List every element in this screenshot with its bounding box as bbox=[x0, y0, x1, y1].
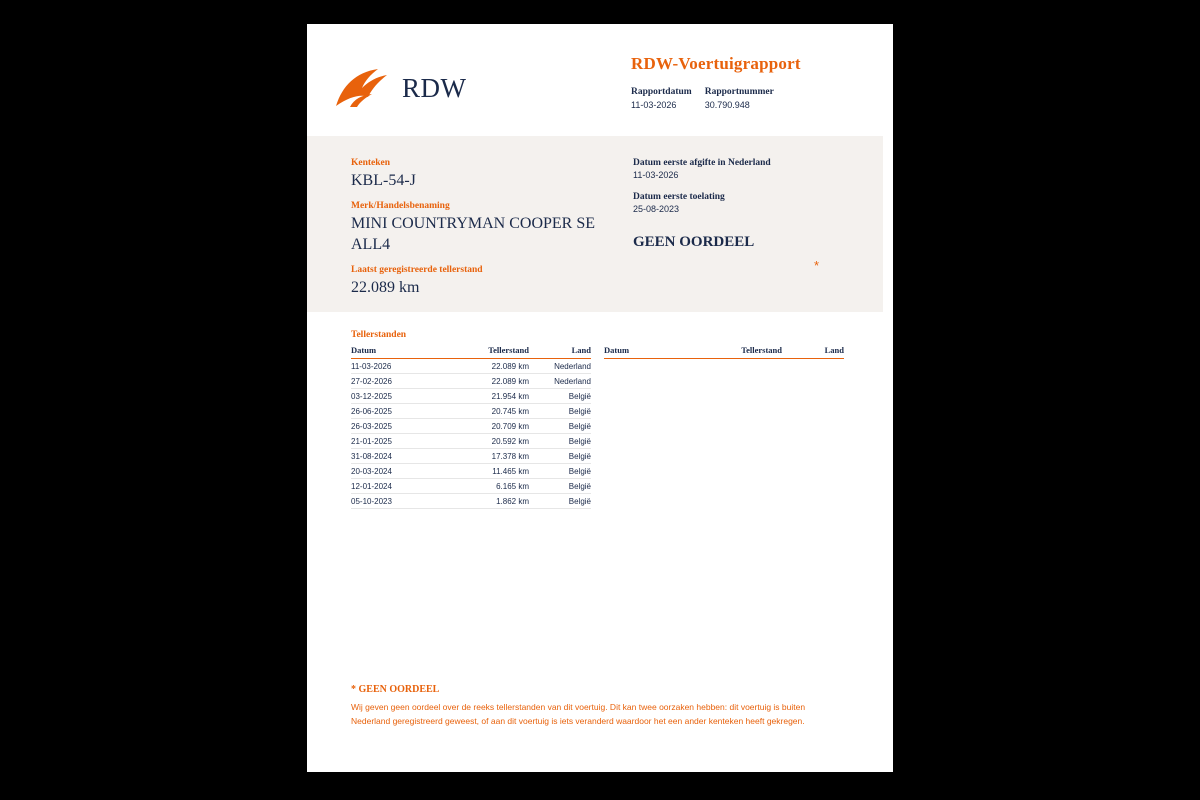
table-header-row bbox=[604, 345, 844, 359]
tellerstand-value: 22.089 km bbox=[351, 279, 420, 297]
table-row bbox=[351, 494, 591, 509]
odometer-table-right-body bbox=[604, 359, 844, 509]
cell-land: België bbox=[529, 434, 591, 449]
cell-datum: 20-03-2024 bbox=[351, 464, 429, 479]
vehicle-summary-band bbox=[307, 136, 883, 312]
cell-land: België bbox=[529, 404, 591, 419]
cell-land: België bbox=[529, 449, 591, 464]
odometer-table-right bbox=[604, 345, 844, 509]
cell-tellerstand: 17.378 km bbox=[429, 449, 529, 464]
table-row bbox=[351, 434, 591, 449]
verdict-text: GEEN OORDEEL bbox=[633, 234, 755, 250]
cell-tellerstand: 6.165 km bbox=[429, 479, 529, 494]
report-meta bbox=[631, 86, 774, 113]
table-row bbox=[351, 479, 591, 494]
cell-tellerstand: 20.745 km bbox=[429, 404, 529, 419]
cell-datum: 31-08-2024 bbox=[351, 449, 429, 464]
cell-datum: 21-01-2025 bbox=[351, 434, 429, 449]
eerste-afgifte-value: 11-03-2026 bbox=[633, 170, 679, 180]
report-number-label: Rapportnummer bbox=[704, 87, 774, 97]
footnote-title: * GEEN OORDEEL bbox=[351, 684, 440, 695]
column-header-datum: Datum bbox=[604, 345, 682, 359]
verdict-footnote-marker: * bbox=[814, 258, 820, 273]
eerste-afgifte-label: Datum eerste afgifte in Nederland bbox=[633, 158, 771, 168]
table-row bbox=[351, 419, 591, 434]
column-header-land: Land bbox=[782, 345, 844, 359]
cell-tellerstand: 22.089 km bbox=[429, 359, 529, 374]
merk-value: MINI COUNTRYMAN COOPER SE ALL4 bbox=[351, 215, 596, 254]
table-columns-wrapper bbox=[351, 345, 851, 509]
table-row bbox=[351, 359, 591, 374]
cell-datum: 11-03-2026 bbox=[351, 359, 429, 374]
rdw-logo-text: RDW bbox=[402, 72, 467, 103]
document-header bbox=[307, 24, 893, 136]
odometer-readings-section bbox=[351, 330, 851, 509]
cell-land: België bbox=[529, 479, 591, 494]
column-header-datum: Datum bbox=[351, 345, 429, 359]
cell-datum: 05-10-2023 bbox=[351, 494, 429, 509]
cell-tellerstand: 11.465 km bbox=[429, 464, 529, 479]
summary-right-column bbox=[633, 158, 833, 273]
eerste-toelating-label: Datum eerste toelating bbox=[633, 192, 725, 202]
report-title: RDW-Voertuigrapport bbox=[631, 54, 801, 73]
cell-land: Nederland bbox=[529, 359, 591, 374]
cell-tellerstand: 21.954 km bbox=[429, 389, 529, 404]
column-header-tellerstand: Tellerstand bbox=[682, 345, 782, 359]
table-header-row bbox=[351, 345, 591, 359]
cell-datum: 03-12-2025 bbox=[351, 389, 429, 404]
report-date-block bbox=[631, 86, 692, 113]
cell-datum: 12-01-2024 bbox=[351, 479, 429, 494]
cell-land: België bbox=[529, 389, 591, 404]
report-number-block bbox=[705, 86, 774, 113]
cell-tellerstand: 22.089 km bbox=[429, 374, 529, 389]
document-page bbox=[307, 24, 893, 772]
column-header-tellerstand: Tellerstand bbox=[429, 345, 529, 359]
eerste-toelating-value: 25-08-2023 bbox=[633, 204, 680, 214]
cell-datum: 27-02-2026 bbox=[351, 374, 429, 389]
tellerstand-label: Laatst geregistreerde tellerstand bbox=[351, 265, 483, 276]
cell-tellerstand: 20.592 km bbox=[429, 434, 529, 449]
rdw-logo bbox=[332, 66, 467, 110]
kenteken-label: Kenteken bbox=[351, 158, 391, 168]
report-date-value: 11-03-2026 bbox=[631, 100, 677, 111]
summary-left-column bbox=[351, 158, 611, 308]
rdw-flame-logo-icon bbox=[332, 66, 394, 110]
cell-land: België bbox=[529, 464, 591, 479]
footnote-block bbox=[351, 684, 821, 728]
table-row bbox=[351, 464, 591, 479]
table-title: Tellerstanden bbox=[351, 330, 407, 340]
column-header-land: Land bbox=[529, 345, 591, 359]
report-date-label: Rapportdatum bbox=[631, 87, 692, 97]
cell-datum: 26-06-2025 bbox=[351, 404, 429, 419]
table-row bbox=[351, 449, 591, 464]
cell-land: Nederland bbox=[529, 374, 591, 389]
cell-land: België bbox=[529, 494, 591, 509]
merk-label: Merk/Handelsbenaming bbox=[351, 201, 450, 212]
cell-datum: 26-03-2025 bbox=[351, 419, 429, 434]
footnote-body: Wij geven geen oordeel over de reeks tellerstanden van dit voertuig. Dit kan twee oorzaken hebben: dit voertuig is buiten Nederland geregistreerd geweest, of aan dit voertuig is iets veranderd waardoor het een ander kenteken heeft gekregen. bbox=[351, 702, 806, 727]
cell-tellerstand: 20.709 km bbox=[429, 419, 529, 434]
table-row bbox=[351, 404, 591, 419]
kenteken-value: KBL-54-J bbox=[351, 172, 416, 189]
odometer-table-left bbox=[351, 345, 591, 509]
cell-land: België bbox=[529, 419, 591, 434]
report-number-value: 30.790.948 bbox=[704, 100, 750, 111]
cell-tellerstand: 1.862 km bbox=[429, 494, 529, 509]
table-row bbox=[351, 389, 591, 404]
table-row bbox=[351, 374, 591, 389]
odometer-table-left-body bbox=[351, 359, 591, 509]
